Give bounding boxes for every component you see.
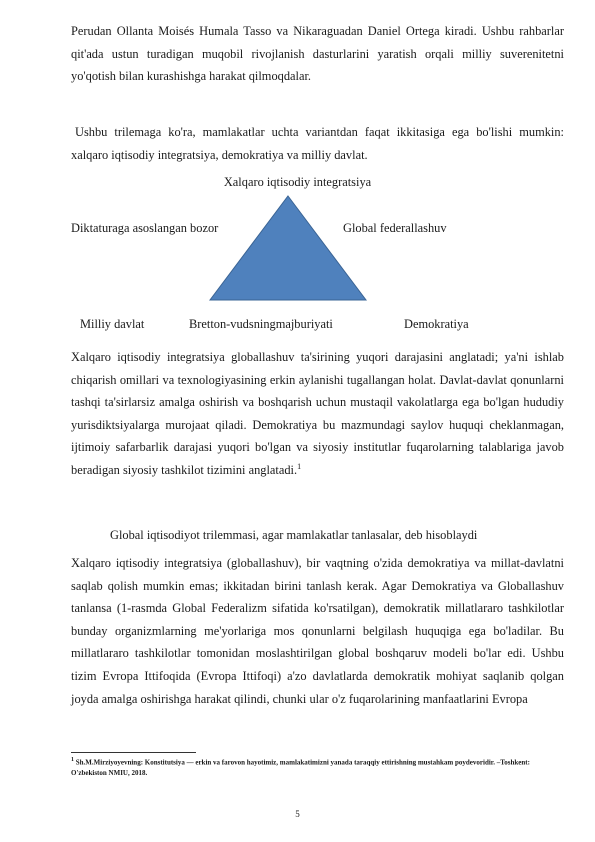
paragraph-intro: Perudan Ollanta Moisés Humala Tasso va Nikaraguadan Daniel Ortega kiradi. Ushbu rahbarlar qit'ada ustun turadigan muqobil rivojlanish dasturlarini yaratish orqali milliy suverenitetni yo'qotish bilan kurashishga harakat qilmoqdalar.	[71, 24, 564, 84]
footnote-reference[interactable]: 1	[297, 461, 302, 471]
trilemma-diagram	[0, 190, 595, 340]
label-bretton-woods: Bretton-vudsningmajburiyati	[189, 317, 333, 331]
label-global-federalism: Global federallashuv	[343, 221, 447, 235]
page-number: 5	[295, 809, 300, 819]
footnote-number: 1	[71, 757, 74, 763]
paragraph-definitions	[71, 346, 564, 482]
diagram-title: Xalqaro iqtisodiy integratsiya	[223, 175, 372, 189]
trilemma-triangle	[210, 196, 366, 300]
label-market-dictatorship: Diktaturaga asoslangan bozor	[71, 221, 219, 235]
footnote	[71, 755, 564, 779]
footnote-divider	[71, 752, 196, 753]
label-nation-state: Milliy davlat	[80, 317, 145, 331]
paragraph-globalization: Xalqaro iqtisodiy integratsiya (globallashuv), bir vaqtning o'zida demokratiya va millat-davlatni saqlab qolish mumkin emas; ikkitadan birini tanlash kerak. Agar Demokratiya va Globallashuv tanlansa (1-rasmda Global Federalizm sifatida ko'rsatilgan), demokratik millatlararo tashkilotlar bunday organizmlarning me'yorlariga mos qonunlarni belgilash huquqiga ega bo'ladilar. Bu millatlararo tashkilotlar tomonidan moslashtirilgan global boshqaruv modeli bo'lar edi. Ushbu tizim Evropa Ittifoqida (Evropa Ittifoqi) a'zo davlatlarda demokratik mohiyat saqlanib qolgan joyda amalga oshirishga harakat qilindi, chunki ular o'z fuqarolarining manfaatlarini Evropa	[71, 556, 564, 706]
section-subheading: Global iqtisodiyot trilemmasi, agar mamlakatlar tanlasalar, deb hisoblaydi	[110, 528, 478, 542]
paragraph-trilemma: Ushbu trilemaga ko'ra, mamlakatlar uchta variantdan faqat ikkitasiga ega bo'lishi mumkin: xalqaro iqtisodiy integratsiya, demokratiya va milliy davlat.	[71, 125, 564, 162]
footnote-text: Sh.M.Mirziyoyevning: Konstitutsiya — erkin va farovon hayotimiz, mamlakatimizni yanada taraqqiy ettirishning mustahkam poydevoridir. –Toshkent: O'zbekiston NMIU, 2018.	[71, 758, 530, 778]
paragraph-definitions-text: Xalqaro iqtisodiy integratsiya globallashuv ta'sirining yuqori darajasini anglatadi; ya'ni ishlab chiqarish omillari va texnologiyasining erkin aylanishi tugallangan holat. Davlat-davlat qonunlarni tashqi ta'sirlarsiz amalga oshirish va boshqarish uchun mustaqil vakolatlarga ega bo'lgan hududiy yurisdiktsiyalarga murojaat qiladi. Demokratiya bu mazmundagi saylov huquqi cheklanmagan, ijtimoiy safarbarlik darajasi yuqori bo'lgan va siyosiy institutlar fuqarolarning talablariga javob beradigan siyosiy tashkilot tizimini anglatadi.	[71, 350, 564, 477]
label-democracy: Demokratiya	[404, 317, 469, 331]
